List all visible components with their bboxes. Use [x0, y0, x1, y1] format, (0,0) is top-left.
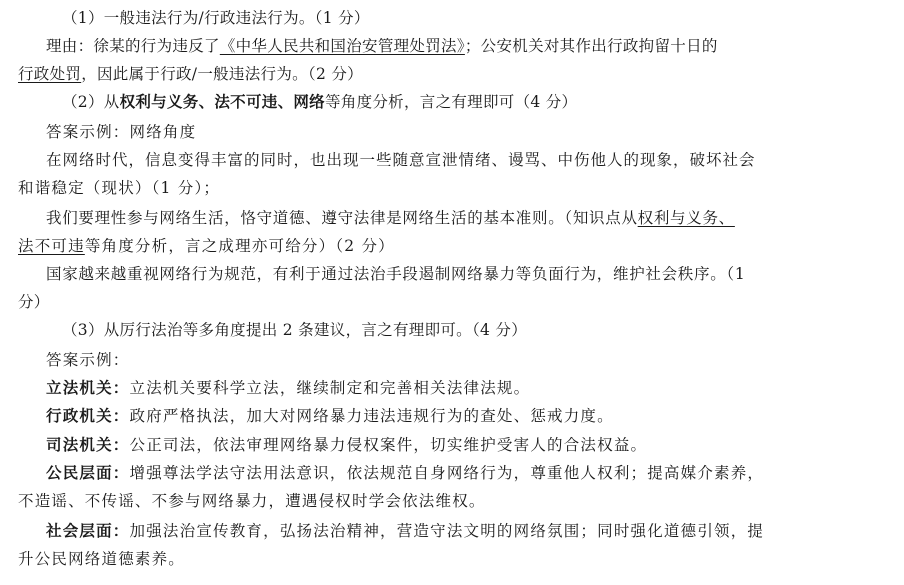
law-name: 《中华人民共和国治安管理处罚法》 — [219, 37, 465, 55]
q3-item-legislative: 立法机关：立法机关要科学立法，继续制定和完善相关法律法规。 — [46, 378, 531, 397]
q2-para1-line1: 在网络时代，信息变得丰富的同时，也出现一些随意宣泄情绪、谩骂、中伤他人的现象，破坏社会 — [46, 151, 756, 169]
q2-keywords: 权利与义务、法不可违、网络 — [119, 92, 325, 111]
q2-para3-line2: 分） — [18, 293, 50, 311]
q3-item-society: 社会层面：加强法治宣传教育，弘扬法治精神，营造守法文明的网络氛围；同时强化道德引领，提 — [46, 521, 765, 540]
q3-item-judicial: 司法机关：公正司法，依法审理网络暴力侵权案件，切实维护受害人的合法权益。 — [46, 435, 648, 454]
penalty-term: 行政处罚 — [18, 65, 82, 83]
q2-para2-line2: 法不可违等角度分析，言之成理亦可给分）（2 分） — [18, 237, 395, 255]
q1-reason-line1: 理由：徐某的行为违反了《中华人民共和国治安管理处罚法》；公安机关对其作出行政拘留十日的 — [46, 37, 718, 55]
q3-item-administrative: 行政机关：政府严格执法，加大对网络暴力违法违规行为的查处、惩戒力度。 — [46, 406, 614, 425]
q3-item-citizen: 公民层面：增强尊法学法守法用法意识，依法规范自身网络行为，尊重他人权利；提高媒介素养， — [46, 463, 765, 482]
q2-para2-line1: 我们要理性参与网络生活，恪守道德、遵守法律是网络生活的基本准则。（知识点从权利与义务、 — [46, 209, 735, 227]
q3-item-society-cont: 升公民网络道德素养。 — [18, 550, 186, 568]
q2-para3-line1: 国家越来越重视网络行为规范，有利于通过法治手段遏制网络暴力等负面行为，维护社会秩序。（1 — [46, 265, 746, 283]
q3-example-label: 答案示例： — [46, 351, 130, 369]
q3-title: （3）从厉行法治等多角度提出 2 条建议，言之有理即可。（4 分） — [62, 321, 528, 339]
q2-title: （2）从权利与义务、法不可违、网络等角度分析，言之有理即可（4 分） — [62, 92, 578, 111]
q3-item-citizen-cont: 不造谣、不传谣、不参与网络暴力，遭遇侵权时学会依法维权。 — [18, 492, 486, 510]
q1-reason-line2: 行政处罚，因此属于行政/一般违法行为。（2 分） — [18, 65, 363, 83]
q1-answer: （1）一般违法行为/行政违法行为。（1 分） — [62, 9, 370, 27]
q2-example-label: 答案示例：网络角度 — [46, 123, 197, 141]
q2-para1-line2: 和谐稳定（现状）（1 分）； — [18, 179, 221, 197]
